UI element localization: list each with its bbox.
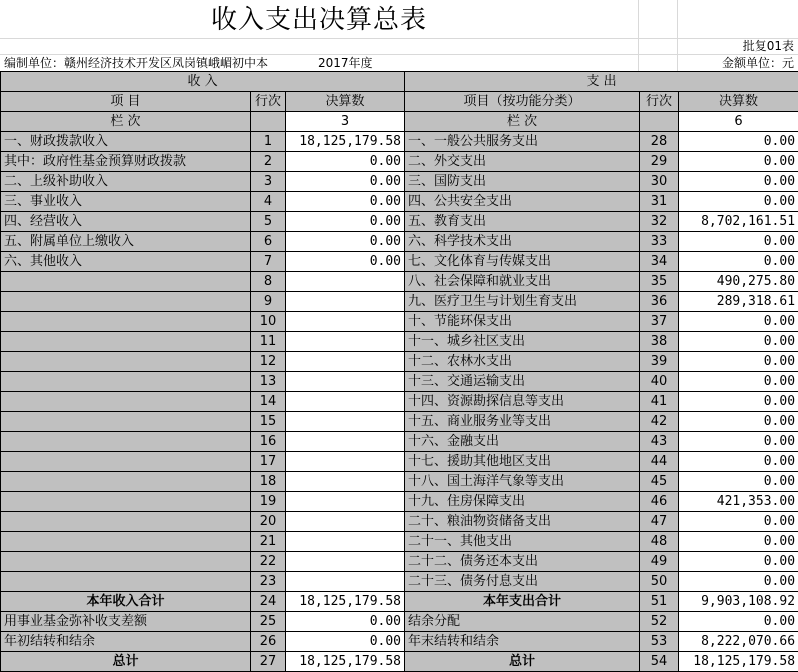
income-row-number: 4 [251, 192, 286, 212]
amount-unit: 金额单位：元 [722, 55, 794, 71]
expense-row-number: 40 [640, 372, 679, 392]
income-item-label [1, 392, 251, 412]
expense-row-number: 48 [640, 532, 679, 552]
expense-amount: 0.00 [679, 552, 798, 572]
table-row [1, 372, 798, 392]
expense-row-number: 43 [640, 432, 679, 452]
expense-item-label: 四、公共安全支出 [405, 192, 640, 212]
expense-amount: 0.00 [679, 392, 798, 412]
header-row-section [1, 72, 798, 92]
expense-item-label: 五、教育支出 [405, 212, 640, 232]
table-row [1, 392, 798, 412]
expense-item-label: 十三、交通运输支出 [405, 372, 640, 392]
expense-row-number: 44 [640, 452, 679, 472]
expense-amount: 0.00 [679, 572, 798, 592]
income-item-label: 四、经营收入 [1, 212, 251, 232]
income-column-index: 3 [286, 112, 405, 132]
income-item-label [1, 372, 251, 392]
expense-amount: 0.00 [679, 472, 798, 492]
income-item-label [1, 272, 251, 292]
expense-item-label: 十五、商业服务业等支出 [405, 412, 640, 432]
header-row-columns [1, 92, 798, 112]
expense-row-number: 30 [640, 172, 679, 192]
income-amount: 0.00 [286, 632, 405, 652]
report-title: 收入支出决算总表 [0, 0, 638, 40]
income-row-number: 25 [251, 612, 286, 632]
income-summary-label: 年初结转和结余 [1, 632, 251, 652]
budget-table [0, 71, 798, 672]
income-amount [286, 512, 405, 532]
expense-item-label: 十六、金融支出 [405, 432, 640, 452]
expense-row-number: 50 [640, 572, 679, 592]
income-amount [286, 372, 405, 392]
expense-row-number: 32 [640, 212, 679, 232]
expense-item-label: 十八、国土海洋气象等支出 [405, 472, 640, 492]
income-amount [286, 532, 405, 552]
expense-item-label: 二十二、债务还本支出 [405, 552, 640, 572]
expense-row-number: 35 [640, 272, 679, 292]
income-amount: 0.00 [286, 172, 405, 192]
report-year: 2017年度 [318, 55, 373, 71]
expense-amount: 0.00 [679, 312, 798, 332]
income-amount: 0.00 [286, 192, 405, 212]
table-row [1, 452, 798, 472]
expense-row-number: 39 [640, 352, 679, 372]
income-row-number: 14 [251, 392, 286, 412]
summary-row [1, 632, 798, 652]
expense-amount: 0.00 [679, 252, 798, 272]
income-summary-label: 用事业基金弥补收支差额 [1, 612, 251, 632]
income-item-label [1, 452, 251, 472]
table-row [1, 212, 798, 232]
income-item-label [1, 312, 251, 332]
summary-row [1, 612, 798, 632]
income-row-number: 27 [251, 652, 286, 672]
table-row [1, 432, 798, 452]
expense-amount: 0.00 [679, 432, 798, 452]
income-amount [286, 352, 405, 372]
income-row-number: 22 [251, 552, 286, 572]
income-row-number: 7 [251, 252, 286, 272]
expense-row-number: 38 [640, 332, 679, 352]
table-row [1, 532, 798, 552]
income-amount [286, 452, 405, 472]
expense-item-label: 十一、城乡社区支出 [405, 332, 640, 352]
expense-item-label: 九、医疗卫生与计划生育支出 [405, 292, 640, 312]
expense-amount: 0.00 [679, 532, 798, 552]
table-row [1, 192, 798, 212]
expense-amount: 421,353.00 [679, 492, 798, 512]
income-amount [286, 492, 405, 512]
expense-row-number: 42 [640, 412, 679, 432]
table-row [1, 332, 798, 352]
income-summary-label: 总计 [1, 652, 251, 672]
expense-item-label: 十、节能环保支出 [405, 312, 640, 332]
expense-item-label: 二十一、其他支出 [405, 532, 640, 552]
income-item-label: 其中：政府性基金预算财政拨款 [1, 152, 251, 172]
income-amount [286, 572, 405, 592]
table-row [1, 172, 798, 192]
income-row-number: 26 [251, 632, 286, 652]
expense-row-number: 29 [640, 152, 679, 172]
income-row-number: 11 [251, 332, 286, 352]
expense-rowno-header: 行次 [640, 92, 679, 112]
income-item-label [1, 472, 251, 492]
expense-amount: 0.00 [679, 152, 798, 172]
income-rowno-header: 行次 [251, 92, 286, 112]
income-row-number: 21 [251, 532, 286, 552]
expense-column-index: 6 [679, 112, 798, 132]
income-row-number: 8 [251, 272, 286, 292]
expense-item-label: 六、科学技术支出 [405, 232, 640, 252]
income-row-number: 13 [251, 372, 286, 392]
expense-section-header: 支 出 [405, 72, 798, 92]
income-row-number: 15 [251, 412, 286, 432]
expense-row-number: 36 [640, 292, 679, 312]
income-amount [286, 472, 405, 492]
income-row-number: 12 [251, 352, 286, 372]
expense-amount: 0.00 [679, 232, 798, 252]
expense-item-label: 二十、粮油物资储备支出 [405, 512, 640, 532]
expense-amount: 0.00 [679, 452, 798, 472]
expense-item-label: 十七、援助其他地区支出 [405, 452, 640, 472]
expense-row-number: 47 [640, 512, 679, 532]
table-row [1, 552, 798, 572]
table-row [1, 232, 798, 252]
table-row [1, 572, 798, 592]
income-row-number: 10 [251, 312, 286, 332]
income-row-number: 5 [251, 212, 286, 232]
expense-item-label: 二十三、债务付息支出 [405, 572, 640, 592]
income-amount [286, 412, 405, 432]
table-row [1, 512, 798, 532]
table-row [1, 152, 798, 172]
income-column-label: 栏 次 [1, 112, 251, 132]
expense-row-number: 41 [640, 392, 679, 412]
income-amount: 0.00 [286, 612, 405, 632]
expense-amount: 8,702,161.51 [679, 212, 798, 232]
table-row [1, 412, 798, 432]
expense-amount: 0.00 [679, 612, 798, 632]
income-row-number: 9 [251, 292, 286, 312]
expense-amount: 490,275.80 [679, 272, 798, 292]
empty-cell [251, 112, 286, 132]
income-row-number: 2 [251, 152, 286, 172]
unit-label: 编制单位：赣州经济技术开发区凤岗镇峨嵋初中本 [4, 55, 268, 71]
table-row [1, 312, 798, 332]
expense-amount: 9,903,108.92 [679, 592, 798, 612]
expense-summary-label: 年末结转和结余 [405, 632, 640, 652]
income-row-number: 23 [251, 572, 286, 592]
expense-item-label: 十二、农林水支出 [405, 352, 640, 372]
gridline [677, 0, 678, 71]
expense-amount: 0.00 [679, 192, 798, 212]
expense-amount: 0.00 [679, 132, 798, 152]
expense-item-header: 项目（按功能分类） [405, 92, 640, 112]
table-row [1, 272, 798, 292]
income-row-number: 19 [251, 492, 286, 512]
income-item-header: 项 目 [1, 92, 251, 112]
income-item-label: 五、附属单位上缴收入 [1, 232, 251, 252]
expense-item-label: 一、一般公共服务支出 [405, 132, 640, 152]
expense-amount: 0.00 [679, 512, 798, 532]
income-row-number: 18 [251, 472, 286, 492]
expense-summary-label: 总计 [405, 652, 640, 672]
income-summary-label: 本年收入合计 [1, 592, 251, 612]
income-item-label [1, 532, 251, 552]
income-budget-header: 决算数 [286, 92, 405, 112]
table-row [1, 352, 798, 372]
table-row [1, 472, 798, 492]
income-amount [286, 312, 405, 332]
income-row-number: 16 [251, 432, 286, 452]
income-amount: 0.00 [286, 252, 405, 272]
expense-amount: 0.00 [679, 172, 798, 192]
income-item-label [1, 552, 251, 572]
income-amount: 18,125,179.58 [286, 592, 405, 612]
table-row [1, 492, 798, 512]
expense-amount: 8,222,070.66 [679, 632, 798, 652]
expense-item-label: 七、文化体育与传媒支出 [405, 252, 640, 272]
expense-amount: 0.00 [679, 372, 798, 392]
income-item-label: 一、财政拨款收入 [1, 132, 251, 152]
table-row [1, 132, 798, 152]
income-amount [286, 292, 405, 312]
expense-row-number: 45 [640, 472, 679, 492]
income-item-label [1, 352, 251, 372]
income-amount: 0.00 [286, 212, 405, 232]
income-row-number: 24 [251, 592, 286, 612]
expense-row-number: 51 [640, 592, 679, 612]
expense-item-label: 三、国防支出 [405, 172, 640, 192]
expense-item-label: 十四、资源勘探信息等支出 [405, 392, 640, 412]
income-item-label [1, 332, 251, 352]
expense-row-number: 53 [640, 632, 679, 652]
income-item-label [1, 492, 251, 512]
expense-item-label: 八、社会保障和就业支出 [405, 272, 640, 292]
income-item-label: 二、上级补助收入 [1, 172, 251, 192]
income-row-number: 20 [251, 512, 286, 532]
income-row-number: 3 [251, 172, 286, 192]
expense-budget-header: 决算数 [679, 92, 798, 112]
income-amount: 0.00 [286, 232, 405, 252]
income-row-number: 17 [251, 452, 286, 472]
expense-item-label: 二、外交支出 [405, 152, 640, 172]
income-row-number: 6 [251, 232, 286, 252]
expense-amount: 0.00 [679, 332, 798, 352]
expense-amount: 0.00 [679, 412, 798, 432]
income-row-number: 1 [251, 132, 286, 152]
expense-row-number: 54 [640, 652, 679, 672]
summary-row [1, 652, 798, 672]
summary-row [1, 592, 798, 612]
income-item-label: 六、其他收入 [1, 252, 251, 272]
expense-row-number: 28 [640, 132, 679, 152]
expense-amount: 289,318.61 [679, 292, 798, 312]
income-item-label [1, 572, 251, 592]
table-row [1, 292, 798, 312]
expense-row-number: 33 [640, 232, 679, 252]
empty-cell [640, 112, 679, 132]
expense-column-label: 栏 次 [405, 112, 640, 132]
expense-amount: 18,125,179.58 [679, 652, 798, 672]
expense-row-number: 49 [640, 552, 679, 572]
income-amount [286, 272, 405, 292]
expense-row-number: 37 [640, 312, 679, 332]
expense-summary-label: 本年支出合计 [405, 592, 640, 612]
income-amount: 18,125,179.58 [286, 132, 405, 152]
expense-row-number: 34 [640, 252, 679, 272]
expense-row-number: 52 [640, 612, 679, 632]
income-amount: 0.00 [286, 152, 405, 172]
income-amount [286, 432, 405, 452]
income-item-label [1, 432, 251, 452]
expense-row-number: 46 [640, 492, 679, 512]
expense-summary-label: 结余分配 [405, 612, 640, 632]
income-amount [286, 332, 405, 352]
income-section-header: 收 入 [1, 72, 405, 92]
income-item-label: 三、事业收入 [1, 192, 251, 212]
income-amount [286, 392, 405, 412]
income-amount: 18,125,179.58 [286, 652, 405, 672]
expense-amount: 0.00 [679, 352, 798, 372]
expense-item-label: 十九、住房保障支出 [405, 492, 640, 512]
income-item-label [1, 292, 251, 312]
expense-row-number: 31 [640, 192, 679, 212]
table-row [1, 252, 798, 272]
income-item-label [1, 512, 251, 532]
header-row-column-index [1, 112, 798, 132]
gridline [638, 0, 639, 71]
form-code: 批复01表 [743, 38, 794, 54]
income-item-label [1, 412, 251, 432]
income-amount [286, 552, 405, 572]
